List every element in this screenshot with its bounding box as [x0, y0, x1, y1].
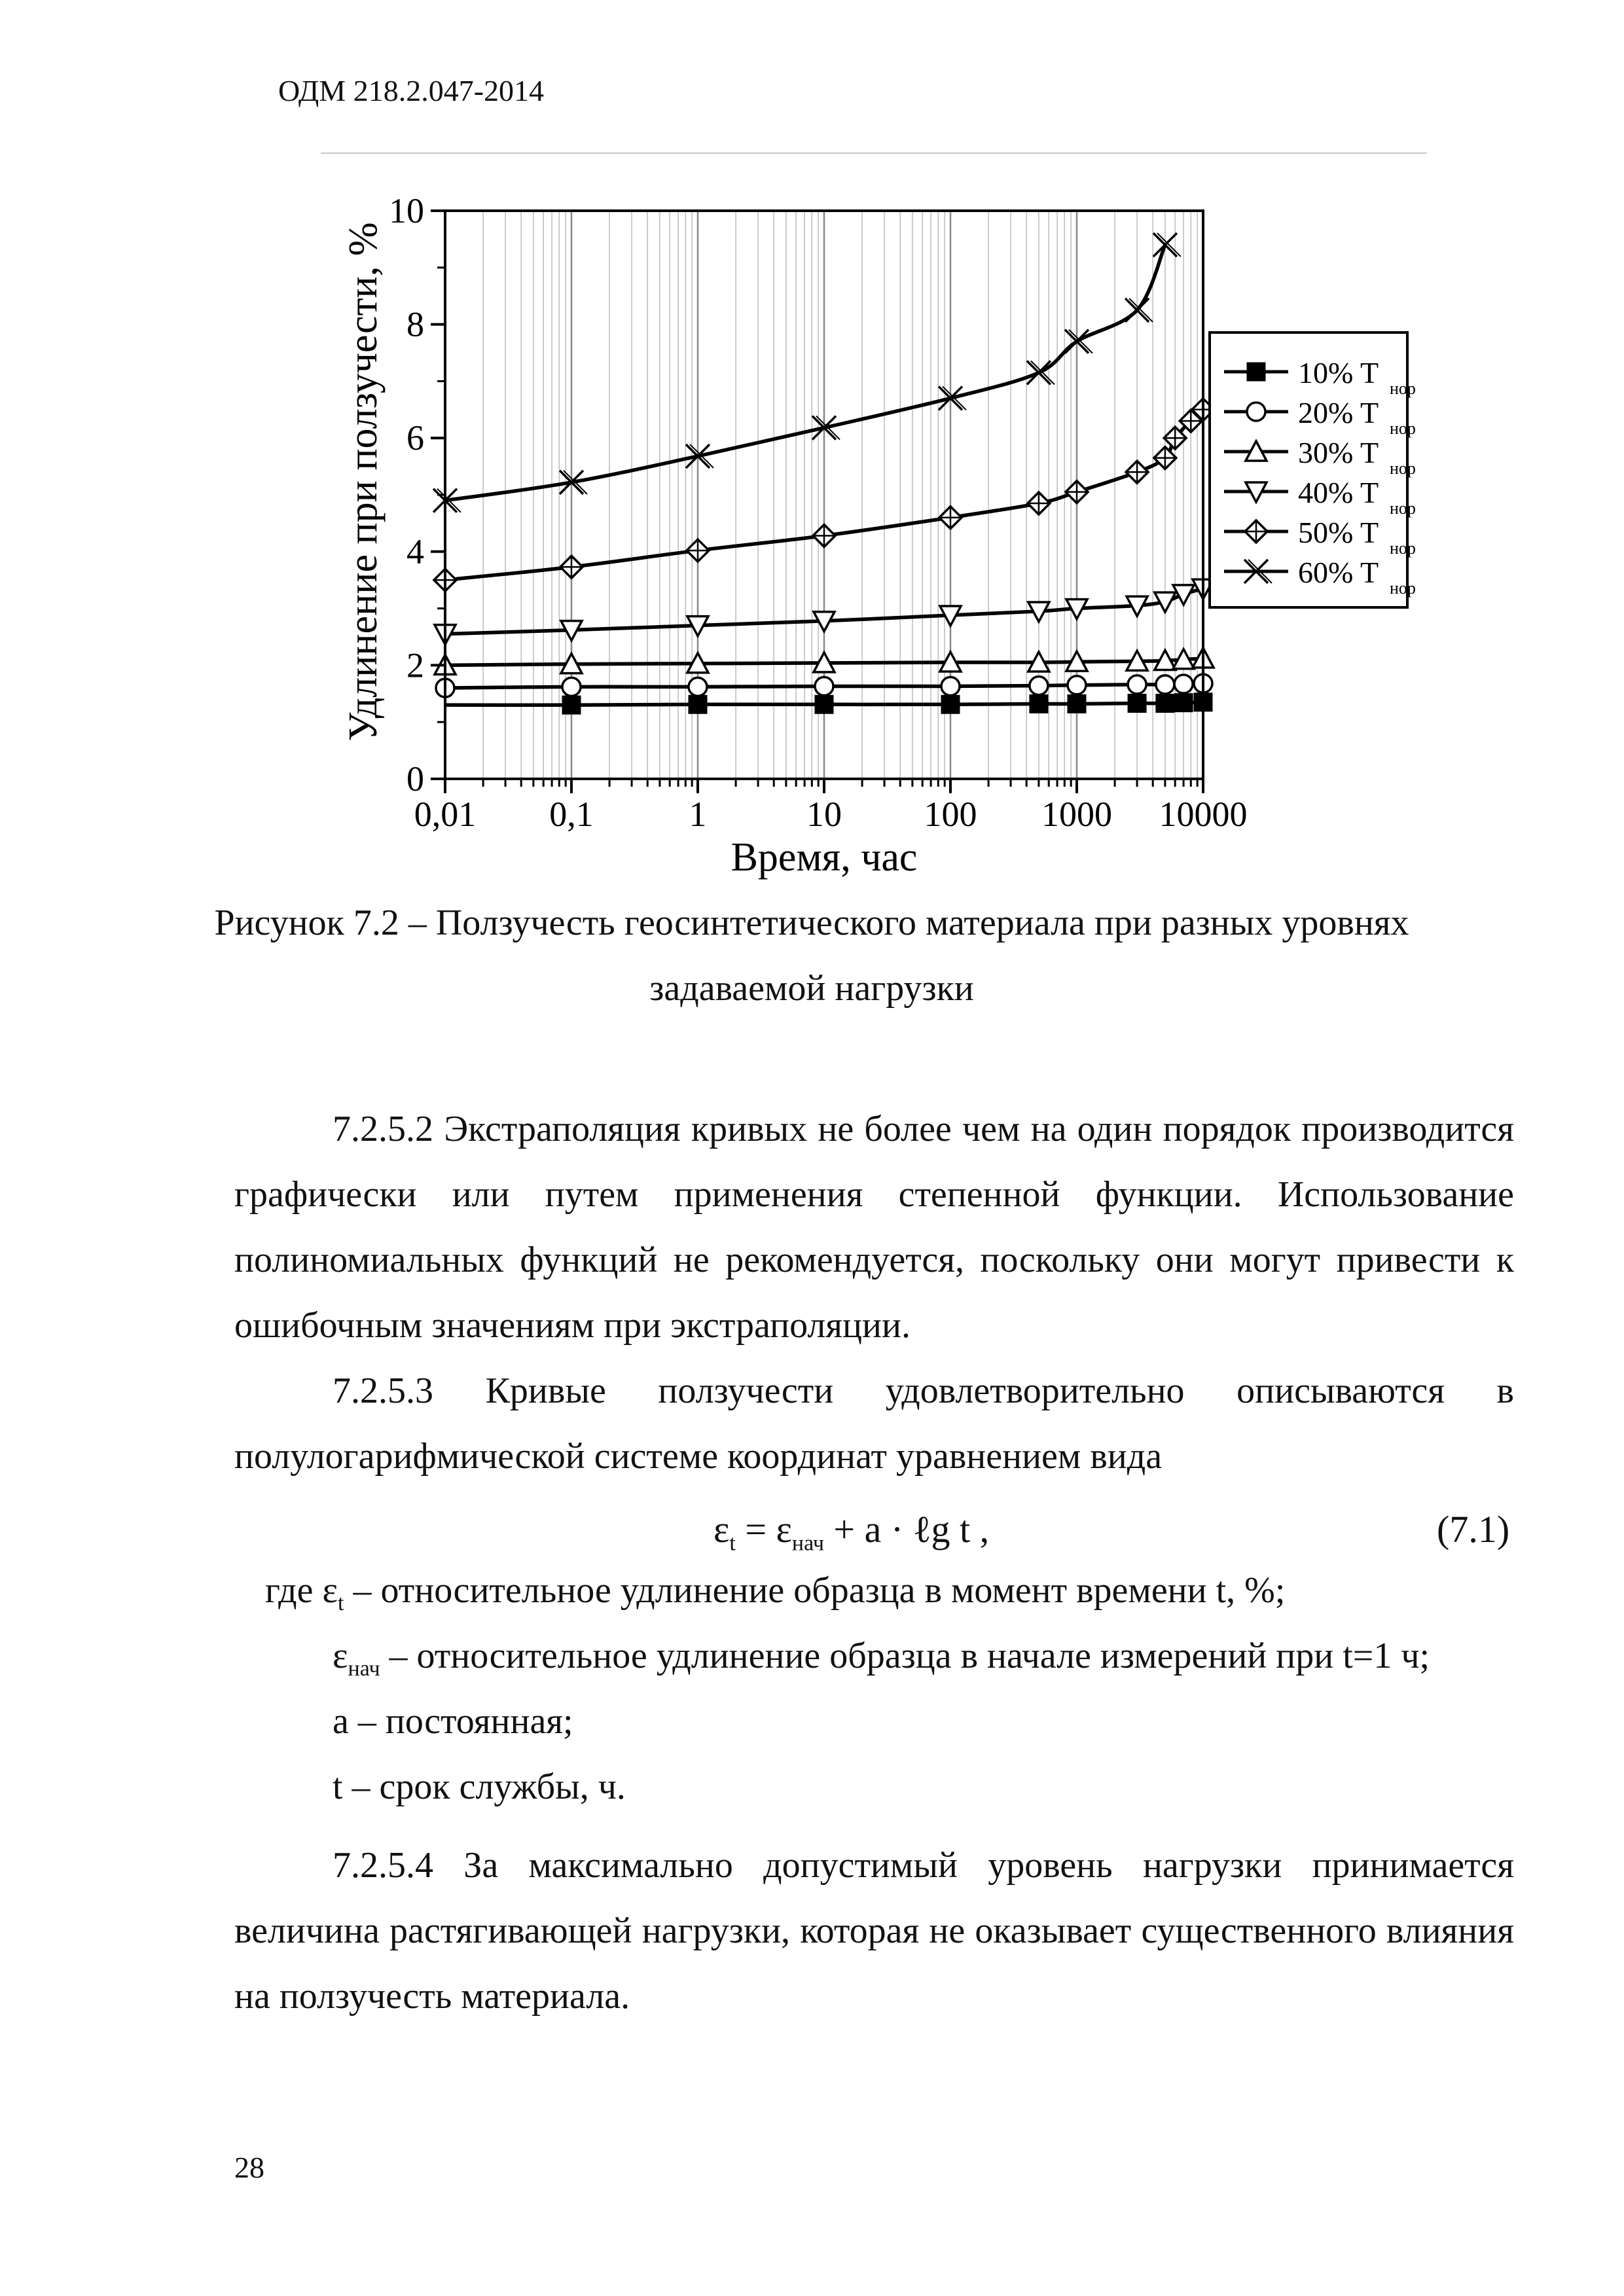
- data-point: [687, 539, 709, 562]
- legend-label-subscript: нор: [1390, 579, 1416, 598]
- figure-caption-line2: задаваемой нагрузки: [649, 968, 974, 1009]
- data-point: [815, 695, 833, 713]
- data-point: [689, 695, 707, 713]
- legend-marker: [1247, 403, 1265, 421]
- definition-eps-nach-symbol: ε: [333, 1636, 348, 1676]
- legend-label: 20% T: [1298, 396, 1379, 429]
- x-tick-label: 0,1: [549, 795, 594, 834]
- marker-x-c: [1069, 330, 1092, 353]
- x-tick-label: 0,01: [414, 795, 477, 834]
- definition-eps-t-text: – относительное удлинение образца в момент времени t, %;: [344, 1570, 1286, 1611]
- data-point: [1156, 694, 1174, 713]
- y-tick-label: 6: [406, 418, 424, 458]
- legend-label: 60% T: [1298, 556, 1379, 589]
- legend-label-subscript: нор: [1390, 459, 1416, 478]
- data-point: [1128, 694, 1146, 713]
- paragraph-7-2-5-4: 7.2.5.4 За максимально допустимый уровень нагрузки принимается величина растягивающей нагрузки, которая не оказывает существенного влияния на ползучесть материала.: [234, 1845, 1514, 2017]
- chart-grid: [483, 211, 1197, 779]
- data-point: [941, 677, 960, 696]
- legend-label-subscript: нор: [1390, 419, 1416, 438]
- data-point: [1028, 492, 1050, 514]
- data-point: [1030, 677, 1048, 695]
- y-tick-label: 10: [389, 191, 424, 230]
- definition-eps-t-sub: t: [338, 1591, 344, 1616]
- data-point: [1126, 461, 1148, 483]
- paragraph-7-2-5-2: 7.2.5.2 Экстраполяция кривых не более чем на один порядок производится графически или путем применения степенной функции. Использование полиномиальных функций не рекомендуется, поскольку они могут привести к ошибочным значениям при экстраполяции.: [234, 1109, 1514, 1346]
- figure-caption-line1: Рисунок 7.2 – Ползучесть геосинтетического материала при разных уровнях: [214, 903, 1409, 943]
- formula-epsilon-2: ε: [776, 1508, 792, 1551]
- data-point: [560, 556, 583, 578]
- x-tick-label: 1000: [1041, 795, 1112, 834]
- data-point: [813, 524, 835, 547]
- definition-eps-nach: [333, 1635, 1430, 1681]
- formula-rest: + a · ℓg t ,: [823, 1508, 990, 1551]
- definition-eps-nach-text: – относительное удлинение образца в начале измерений при t=1 ч;: [380, 1636, 1430, 1676]
- legend-label: 40% T: [1298, 476, 1379, 509]
- data-point: [1068, 694, 1086, 713]
- x-tick-label: 10: [806, 795, 842, 834]
- data-point: [689, 677, 707, 696]
- legend-label-subscript: нор: [1390, 379, 1416, 398]
- definition-eps-t: [265, 1570, 1285, 1616]
- definition-t: t – срок службы, ч.: [333, 1767, 626, 1807]
- definition-eps-nach-sub: нач: [348, 1657, 380, 1681]
- definition-eps-t-symbol: ε: [322, 1570, 338, 1611]
- data-point: [1066, 481, 1088, 503]
- document-code-header: ОДМ 218.2.047-2014: [278, 74, 545, 107]
- legend-label: 30% T: [1298, 436, 1379, 469]
- legend-label-subscript: нор: [1390, 499, 1416, 518]
- data-point: [1030, 694, 1048, 713]
- y-tick-label: 4: [406, 531, 424, 571]
- y-axis-label: Удлинение при ползучести, %: [341, 222, 386, 742]
- data-point: [1174, 675, 1193, 693]
- legend-label-subscript: нор: [1390, 539, 1416, 558]
- paragraph-7-2-5-3: 7.2.5.3 Кривые ползучести удовлетворительно описываются в полулогарифмической системе координат уравнением вида: [234, 1371, 1514, 1477]
- data-point: [1128, 675, 1146, 694]
- data-point: [1174, 694, 1193, 712]
- data-point: [1068, 676, 1086, 694]
- x-tick-label: 100: [924, 795, 977, 834]
- data-point: [1154, 447, 1176, 469]
- chart-legend: [1210, 332, 1416, 607]
- definition-a: a – постоянная;: [333, 1701, 573, 1742]
- formula-7-1: [713, 1507, 989, 1556]
- data-point: [941, 695, 960, 713]
- x-tick-label: 1: [689, 795, 707, 834]
- definition-lead: где: [265, 1570, 323, 1611]
- data-point: [562, 677, 581, 696]
- creep-chart: [0, 0, 1624, 916]
- data-point: [815, 677, 833, 696]
- page-number: 28: [234, 2151, 264, 2184]
- data-point: [1156, 675, 1174, 694]
- y-tick-label: 8: [406, 304, 424, 344]
- x-axis-label: Время, час: [731, 835, 918, 880]
- y-tick-label: 2: [406, 645, 424, 685]
- data-point: [1153, 233, 1181, 257]
- legend-label: 10% T: [1298, 356, 1379, 389]
- formula-sub-nach: нач: [791, 1531, 824, 1556]
- formula-equals: =: [735, 1508, 776, 1551]
- data-point: [562, 696, 581, 714]
- data-point: [939, 507, 962, 529]
- legend-marker: [1247, 363, 1265, 381]
- y-tick-label: 0: [406, 759, 424, 798]
- formula-epsilon: ε: [713, 1508, 730, 1551]
- formula-sub-t: t: [729, 1531, 736, 1556]
- legend-label: 50% T: [1298, 516, 1379, 549]
- x-tick-label: 10000: [1159, 795, 1248, 834]
- equation-number: (7.1): [1437, 1508, 1510, 1551]
